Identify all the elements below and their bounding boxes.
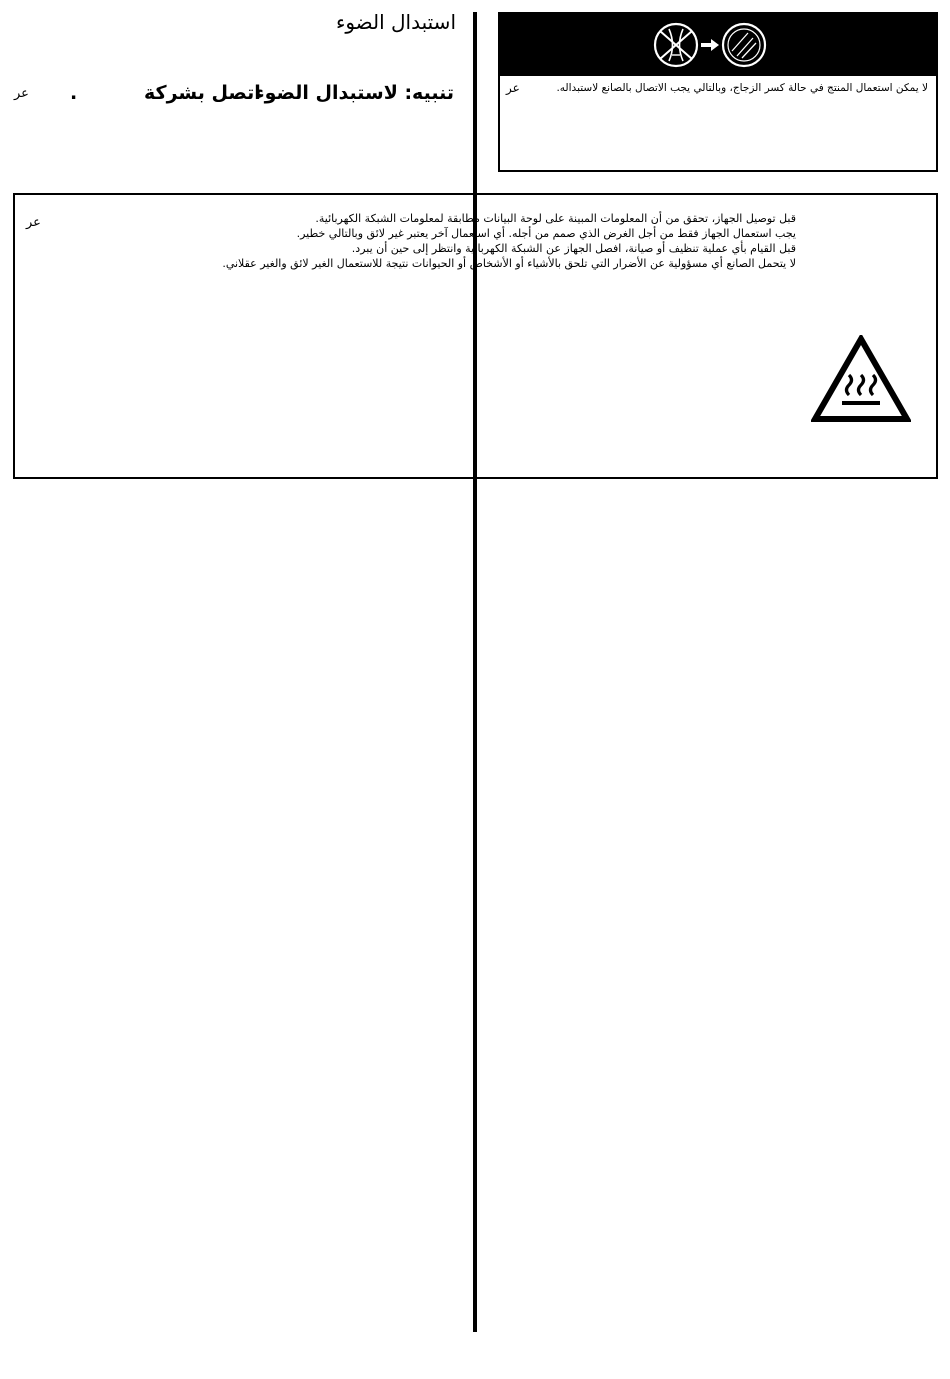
caution-action: اتصل بشركة [144,82,261,104]
glass-notice-header [500,14,936,76]
glass-notice-box [498,12,938,172]
broken-glass-icon [655,24,697,66]
safety-line: قبل توصيل الجهاز، تحقق من أن المعلومات المبينة على لوحة البيانات مطابقة لمعلومات الشبكة الكهربائية. [315,212,796,225]
safety-line: قبل القيام بأي عملية تنظيف أو صيانة، افصل الجهاز عن الشبكة الكهربائية وانتظر إلى حين أن يبرد. [351,242,796,255]
caution-label: تنبيه: لاستبدال الضوء [254,82,454,104]
arrow-right-icon [701,39,719,51]
glass-panel-icon [723,24,765,66]
language-code: عر [506,81,520,95]
section-title: استبدال الضوء [335,10,456,34]
caution-notice [14,82,454,112]
hot-surface-warning-icon [811,335,911,423]
glass-notice-text: لا يمكن استعمال المنتج في حالة كسر الزجاج، وبالتالي يجب الاتصال بالصانع لاستبداله. [556,82,928,94]
safety-warning-text [96,211,796,271]
safety-warning-box [13,193,938,479]
glass-replacement-icons [652,21,772,69]
safety-line: يجب استعمال الجهاز فقط من أجل الغرض الذي صمم من أجله. أي استعمال آخر يعتبر غير لائق وبالتالي خطير. [296,227,796,240]
language-code: عر [26,215,41,230]
language-code: عر [14,86,29,101]
safety-line: لا يتحمل الصانع أي مسؤولية عن الأضرار التي تلحق بالأشياء أو الأشخاص أو الحيوانات نتيجة للاستعمال الغير لائق والغير عقلاني. [222,257,796,270]
caution-punctuation: . [70,82,78,104]
